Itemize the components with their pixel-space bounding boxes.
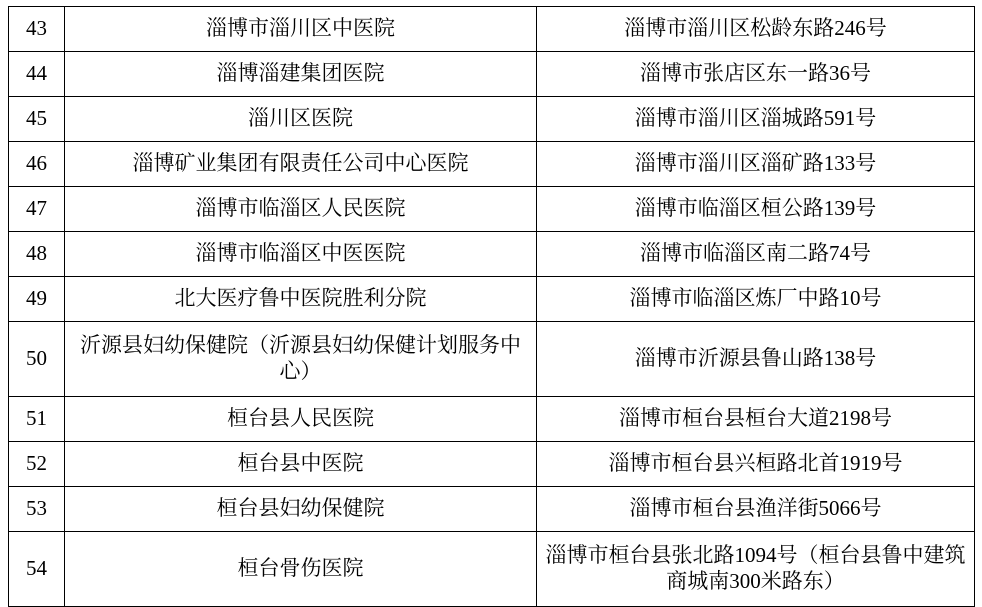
table-row: [9, 142, 975, 187]
row-index: 45: [9, 97, 65, 142]
hospital-address: 淄博市张店区东一路36号: [537, 52, 975, 97]
table-body: [9, 7, 975, 607]
hospital-address: 淄博市淄川区松龄东路246号: [537, 7, 975, 52]
hospital-name: 桓台县人民医院: [65, 397, 537, 442]
row-index: 43: [9, 7, 65, 52]
hospital-address: 淄博市桓台县兴桓路北首1919号: [537, 442, 975, 487]
hospital-name: 桓台骨伤医院: [65, 532, 537, 607]
table-row: [9, 487, 975, 532]
row-index: 49: [9, 277, 65, 322]
hospital-address: 淄博市临淄区桓公路139号: [537, 187, 975, 232]
hospital-name: 淄博淄建集团医院: [65, 52, 537, 97]
hospital-name: 桓台县妇幼保健院: [65, 487, 537, 532]
hospital-address: 淄博市桓台县渔洋街5066号: [537, 487, 975, 532]
hospital-name: 淄川区医院: [65, 97, 537, 142]
row-index: 50: [9, 322, 65, 397]
hospital-address: 淄博市淄川区淄矿路133号: [537, 142, 975, 187]
hospital-name: 淄博矿业集团有限责任公司中心医院: [65, 142, 537, 187]
hospital-address: 淄博市临淄区炼厂中路10号: [537, 277, 975, 322]
table-row: [9, 97, 975, 142]
row-index: 48: [9, 232, 65, 277]
row-index: 54: [9, 532, 65, 607]
hospital-address: 淄博市桓台县桓台大道2198号: [537, 397, 975, 442]
hospital-address: 淄博市临淄区南二路74号: [537, 232, 975, 277]
hospital-table: [8, 6, 975, 607]
hospital-address: 淄博市桓台县张北路1094号（桓台县鲁中建筑商城南300米路东）: [537, 532, 975, 607]
table-row: [9, 397, 975, 442]
hospital-name: 沂源县妇幼保健院（沂源县妇幼保健计划服务中心）: [65, 322, 537, 397]
hospital-name: 淄博市临淄区中医医院: [65, 232, 537, 277]
row-index: 51: [9, 397, 65, 442]
hospital-name: 淄博市临淄区人民医院: [65, 187, 537, 232]
row-index: 52: [9, 442, 65, 487]
table-row: [9, 232, 975, 277]
row-index: 47: [9, 187, 65, 232]
table-row: [9, 52, 975, 97]
hospital-address: 淄博市沂源县鲁山路138号: [537, 322, 975, 397]
hospital-name: 桓台县中医院: [65, 442, 537, 487]
hospital-address: 淄博市淄川区淄城路591号: [537, 97, 975, 142]
row-index: 46: [9, 142, 65, 187]
table-row: [9, 322, 975, 397]
row-index: 44: [9, 52, 65, 97]
table-row: [9, 7, 975, 52]
table-row: [9, 187, 975, 232]
table-row: [9, 532, 975, 607]
table-row: [9, 442, 975, 487]
row-index: 53: [9, 487, 65, 532]
table-row: [9, 277, 975, 322]
hospital-name: 北大医疗鲁中医院胜利分院: [65, 277, 537, 322]
hospital-name: 淄博市淄川区中医院: [65, 7, 537, 52]
